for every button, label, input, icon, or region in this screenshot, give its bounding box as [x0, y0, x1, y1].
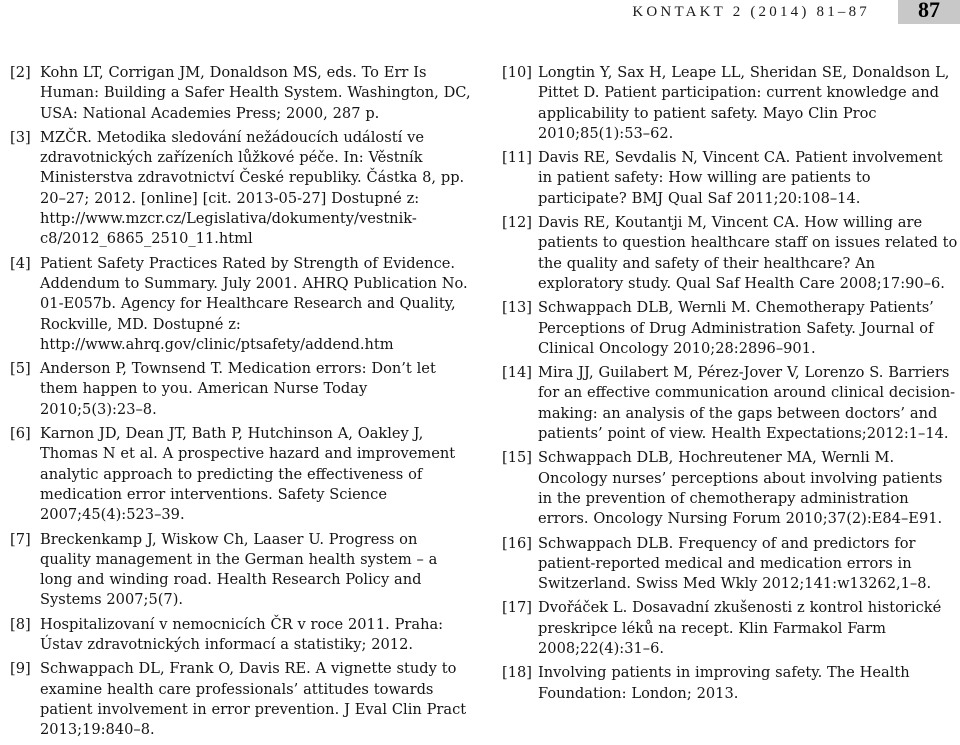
reference-item [502, 534, 960, 595]
reference-number: [7] [10, 530, 31, 548]
reference-number: [12] [502, 214, 532, 232]
reference-text: Longtin Y, Sax H, Leape LL, Sheridan SE, Donaldson L, Pittet D. Patient participation: current knowledge and applicability to patient safety. Mayo Clin Proc 2010;85(1):53–62. [538, 64, 950, 142]
reference-item [10, 530, 472, 611]
reference-number: [17] [502, 599, 532, 617]
reference-text: Schwappach DLB, Hochreutener MA, Wernli M. Oncology nurses’ perceptions about involving patients in the prevention of chemotherapy administration errors. Oncology Nursing Forum 2010;37(2):E84–E91. [538, 449, 943, 528]
reference-text: Schwappach DLB. Frequency of and predictors for patient-reported medical and medication errors in Switzerland. Swiss Med Wkly 2012;141:w13262,1–8. [538, 534, 932, 593]
reference-item [502, 298, 960, 359]
reference-number: [18] [502, 664, 532, 682]
reference-item [502, 598, 960, 659]
reference-text: Dvořáček L. Dosavadní zkušenosti z kontrol historické preskripce léků na recept. Klin Farmakol Farm 2008;22(4):31–6. [538, 599, 942, 658]
reference-number: [5] [10, 360, 31, 378]
reference-text: Schwappach DL, Frank O, Davis RE. A vignette study to examine health care professionals’ attitudes towards patient involvement in error prevention. J Eval Clin Pract 2013;19:840–8. [40, 660, 467, 739]
references-left-column [10, 63, 472, 745]
reference-number: [4] [10, 254, 31, 272]
reference-number: [8] [10, 615, 31, 633]
reference-number: [15] [502, 449, 532, 467]
references-right-column [502, 63, 960, 708]
reference-number: [2] [10, 64, 31, 81]
reference-text: Mira JJ, Guilabert M, Pérez-Jover V, Lorenzo S. Barriers for an effective communication around clinical decision-making: an analysis of the gaps between doctors’ and patients’ point of view. Health Expectations;2012:1–14. [538, 364, 956, 443]
reference-text: Schwappach DLB, Wernli M. Chemotherapy Patients’ Perceptions of Drug Administration Safety. Journal of Clinical Oncology 2010;28:2896–901. [538, 299, 934, 357]
reference-number: [3] [10, 128, 31, 146]
reference-number: [14] [502, 364, 532, 382]
reference-text: Anderson P, Townsend T. Medication errors: Don’t let them happen to you. American Nurse Today 2010;5(3):23–8. [40, 360, 436, 418]
reference-item [502, 63, 960, 144]
reference-item [502, 663, 960, 704]
journal-title: KONTAKT 2 (2014) 81–87 [632, 4, 870, 20]
reference-text: Hospitalizovaní v nemocnicích ČR v roce 2011. Praha: Ústav zdravotnických informací a statistiky; 2012. [40, 615, 444, 654]
reference-item [10, 615, 472, 656]
reference-item [10, 359, 472, 420]
reference-number: [16] [502, 534, 532, 552]
reference-item [10, 254, 472, 355]
reference-number: [13] [502, 299, 532, 317]
page-number: 87 [918, 0, 940, 22]
reference-text: Davis RE, Koutantji M, Vincent CA. How willing are patients to question healthcare staff on issues related to the quality and safety of their healthcare? An exploratory study. Qual Saf Health Care 2008;17:90–6. [538, 214, 958, 292]
reference-number: [11] [502, 149, 532, 167]
reference-item [502, 148, 960, 209]
reference-text: Kohn LT, Corrigan JM, Donaldson MS, eds. To Err Is Human: Building a Safer Health System. Washington, DC, USA: National Academies Press; 2000, 287 p. [40, 64, 471, 122]
reference-text: Patient Safety Practices Rated by Strength of Evidence. Addendum to Summary. July 2001. AHRQ Publication No. 01-E057b. Agency for Healthcare Research and Quality, Rockville, MD. Dostupné z: http://www.ahrq.gov/clinic/ptsafety/addend.htm [40, 254, 468, 353]
reference-number: [6] [10, 425, 31, 443]
reference-text: MZČR. Metodika sledování nežádoucích událostí ve zdravotnických zařízeních lůžkové péče. In: Věstník Ministerstva zdravotnictví České republiky. Částka 8, pp. 20–27; 2012. [online] [cit. 2013-05-27] Dostupné z: http://www.mzcr.cz/Legislativa/dokumenty/vestnik-c8/2012_6865_2510_11.html [40, 128, 465, 248]
reference-item [10, 128, 472, 250]
reference-item [502, 213, 960, 294]
reference-item [502, 448, 960, 529]
reference-text: Breckenkamp J, Wiskow Ch, Laaser U. Progress on quality management in the German health system – a long and winding road. Health Research Policy and Systems 2007;5(7). [40, 530, 438, 609]
reference-number: [9] [10, 660, 31, 678]
reference-text: Karnon JD, Dean JT, Bath P, Hutchinson A, Oakley J, Thomas N et al. A prospective hazard and improvement analytic approach to predicting the effectiveness of medication error interventions. Safety Science 2007;45(4):523–39. [40, 425, 456, 524]
reference-item [10, 659, 472, 740]
reference-item [502, 363, 960, 444]
reference-number: [10] [502, 64, 532, 81]
reference-item [10, 63, 472, 124]
reference-text: Davis RE, Sevdalis N, Vincent CA. Patient involvement in patient safety: How willing are patients to participate? BMJ Qual Saf 2011;20:108–14. [538, 149, 943, 207]
page-header [0, 0, 960, 37]
reference-item [10, 424, 472, 525]
reference-text: Involving patients in improving safety. The Health Foundation: London; 2013. [538, 664, 910, 702]
